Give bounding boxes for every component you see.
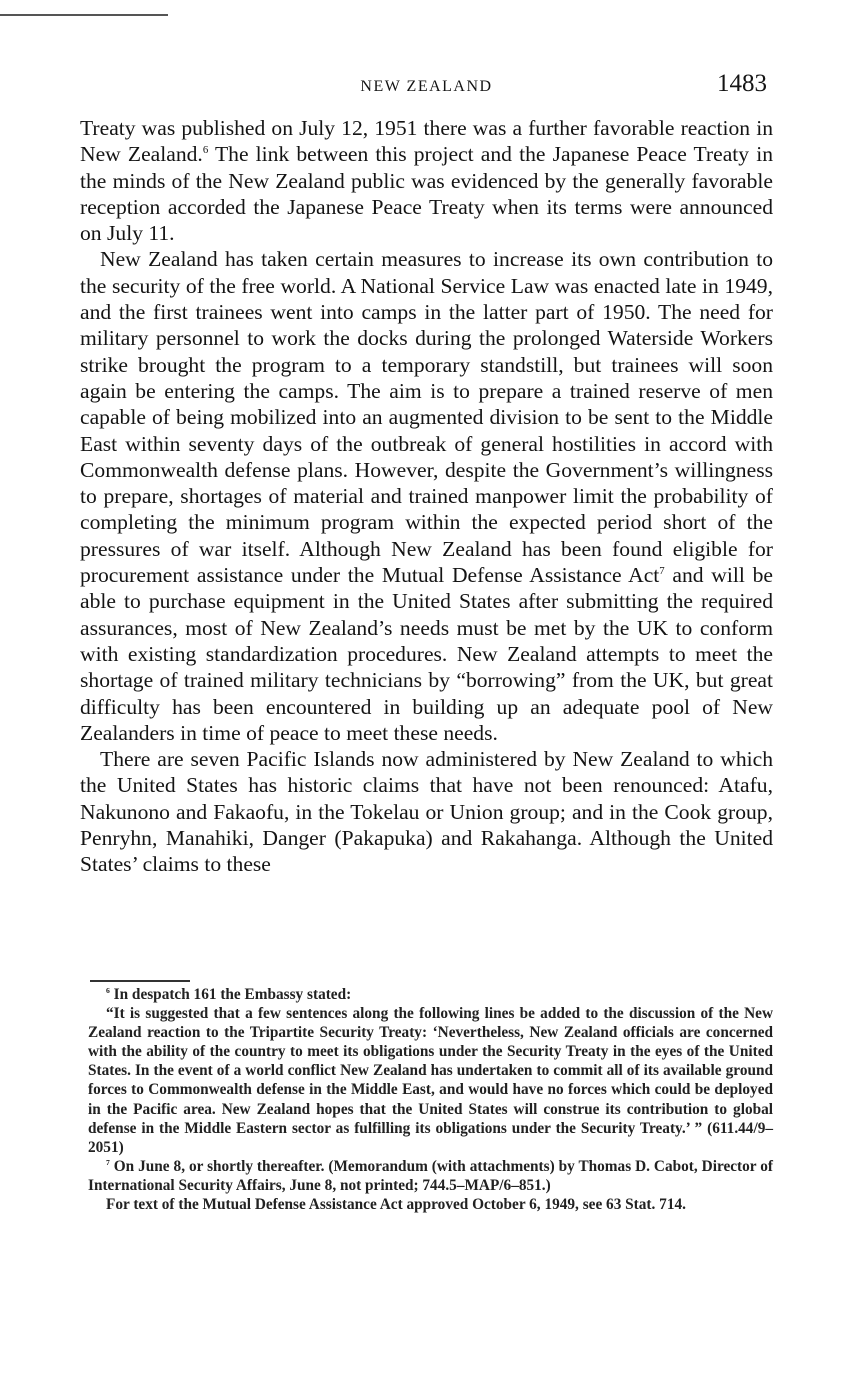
top-rule <box>0 14 168 16</box>
footnotes <box>88 985 773 1214</box>
footnote-7-text: On June 8, or shortly thereafter. (Memorandum (with attachments) by Thomas D. Cabot, Director of International Security Affairs, June 8, not printed; 744.5–MAP/6–851.) <box>88 1157 773 1194</box>
body-text <box>80 115 773 878</box>
paragraph-2-text-a: New Zealand has taken certain measures to increase its own contribution to the security of the free world. A National Service Law was enacted late in 1949, and the first trainees went into camps in the latter part of 1950. The need for military personnel to work the docks during the prolonged Waterside Workers strike brought the program to a temporary standstill, but trainees will soon again be entering the camps. The aim is to prepare a trained reserve of men capable of being mobilized into an augmented division to be sent to the Middle East within seventy days of the outbreak of general hostilities in accord with Commonwealth defense plans. However, despite the Government’s willingness to prepare, shortages of material and trained manpower limit the probability of completing the minimum program within the expected period short of the pressures of war itself. Although New Zealand has been found eligible for procurement assistance under the Mutual Defense Assistance Act <box>80 247 773 588</box>
footnote-rule <box>90 980 190 982</box>
footnote-6 <box>88 985 773 1004</box>
footnote-6-intro: In despatch 161 the Embassy stated: <box>109 986 352 1003</box>
paragraph-1-text-b: The link between this project and the Japanese Peace Treaty in the minds of the New Zealand public was evidenced by the generally favorable reception accorded the Japanese Peace Treaty when its terms were announced on July 11. <box>80 142 773 246</box>
running-title: NEW ZEALAND <box>360 78 493 95</box>
paragraph-1 <box>80 115 773 246</box>
paragraph-3: There are seven Pacific Islands now administered by New Zealand to which the United States has historic claims that have not been renounced: Atafu, Nakunono and Fakaofu, in the Tokelau or Union group; and in the Cook group, Penryhn, Manahiki, Danger (Pakapuka) and Rakahanga. Although the United States’ claims to these <box>80 747 773 877</box>
footnote-6-quote: “It is suggested that a few sentences along the following lines be added to the discussion of the New Zealand reaction to the Tripartite Security Treaty: ‘Nevertheless, New Zealand officials are concerned with the ability of the country to meet its obligations under the Security Treaty in the eyes of the United States. In the event of a world conflict New Zealand has undertaken to commit all of its available ground forces to Commonwealth defense in the Middle East, and would have no forces which could be deployed in the Pacific area. New Zealand hopes that the United States will construe its contribution to global defense in the Middle Eastern sector as fulfilling its obligations under the Security Treaty.’ ” (611.44/9–2051) <box>88 1005 773 1156</box>
footnote-7-mark: 7 <box>106 1157 110 1167</box>
page-number: 1483 <box>717 70 767 97</box>
running-head <box>80 70 773 106</box>
footnote-ref-7: 7 <box>659 564 665 577</box>
footnote-7 <box>88 1157 773 1195</box>
footnote-7-continuation: For text of the Mutual Defense Assistance Act approved October 6, 1949, see 63 Stat. 714. <box>106 1196 686 1214</box>
footnote-ref-6: 6 <box>202 144 209 157</box>
paragraph-2 <box>80 246 773 746</box>
footnote-6-mark: 6 <box>106 985 110 995</box>
paragraph-2-text-b: and will be able to purchase equipment in the United States after submitting the required assurances, most of New Zealand’s needs must be met by the UK to conform with existing standardization procedures. New Zealand attempts to meet the shortage of trained military technicians by “borrowing” from the UK, but great difficulty has been encountered in building up an adequate pool of New Zealanders in time of peace to meet these needs. <box>80 563 773 745</box>
paragraph-1-text-a: Treaty was published on July 12, 1951 there was a further favorable reaction in New Zealand. <box>80 116 773 167</box>
